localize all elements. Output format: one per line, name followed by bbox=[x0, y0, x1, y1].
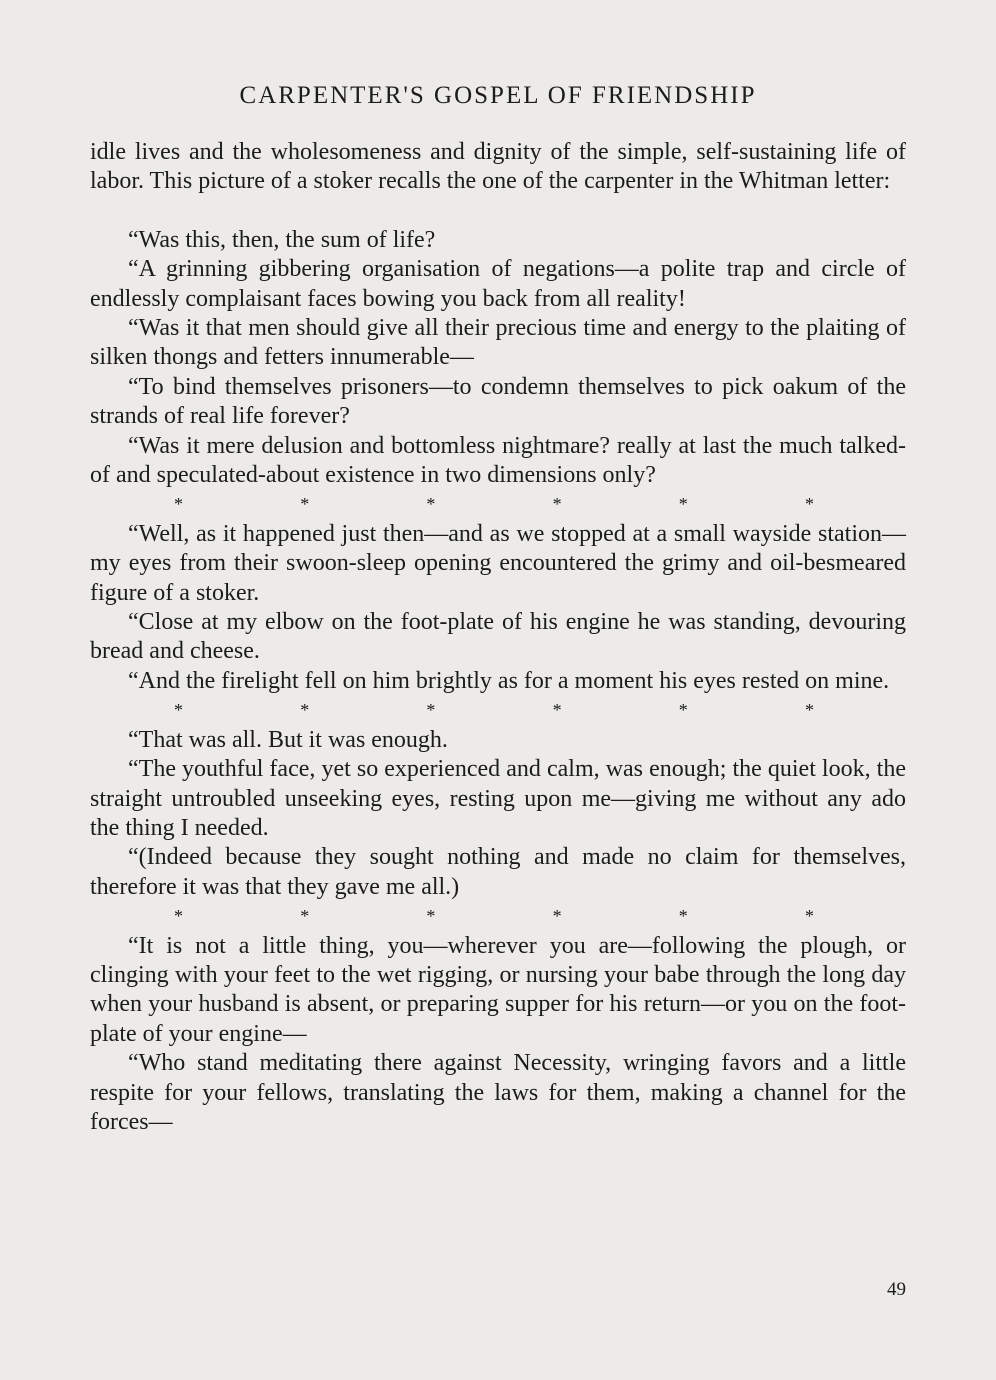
paragraph: “(Indeed because they sought nothing and made no claim for themselves, therefore it was that they gave me all.) bbox=[90, 844, 906, 900]
page-number: 49 bbox=[887, 1279, 906, 1300]
paragraph: “That was all. But it was enough. bbox=[128, 726, 448, 753]
section-break-stars bbox=[90, 902, 906, 931]
star-ornament: * bbox=[552, 906, 562, 927]
star-ornament: * bbox=[678, 906, 688, 927]
paragraph: “Close at my elbow on the foot-plate of his engine he was standing, devouring bread and cheese. bbox=[90, 609, 906, 665]
star-ornament: * bbox=[174, 700, 183, 721]
running-head: CARPENTER'S GOSPEL OF FRIENDSHIP bbox=[239, 82, 757, 109]
star-ornament: * bbox=[300, 906, 310, 927]
star-ornament: * bbox=[552, 494, 562, 515]
star-ornament: * bbox=[300, 494, 310, 515]
paragraph: “It is not a little thing, you—wherever you are—following the plough, or clinging with your feet to the wet rigging, or nursing your babe through the long day when your husband is absent, or preparing supper for his return—or you on the foot-plate of your engine— bbox=[90, 932, 906, 1047]
section-break-stars bbox=[90, 490, 906, 519]
paragraph: idle lives and the wholesomeness and dignity of the simple, self-sustaining life of labor. This picture of a stoker recalls the one of the carpenter in the Whitman letter: bbox=[90, 139, 906, 195]
paragraph: “To bind themselves prisoners—to condemn themselves to pick oakum of the strands of real life forever? bbox=[90, 373, 906, 430]
paragraph: “And the firelight fell on him brightly as for a moment his eyes rested on mine. bbox=[128, 667, 890, 694]
star-ornament: * bbox=[426, 494, 436, 515]
star-ornament: * bbox=[174, 906, 183, 927]
star-ornament: * bbox=[678, 700, 688, 721]
star-ornament: * bbox=[426, 906, 436, 927]
section-break-stars bbox=[90, 696, 906, 725]
star-ornament: * bbox=[804, 494, 814, 515]
paragraph: “Was it mere delusion and bottomless nightmare? really at last the much talked-of and speculated-about existence in two dimensions only? bbox=[90, 432, 906, 489]
paragraph: “Well, as it happened just then—and as we stopped at a small wayside station—my eyes from their swoon-sleep opening encountered the grimy and oil-besmeared figure of a stoker. bbox=[90, 520, 906, 606]
body-text bbox=[90, 138, 906, 1137]
star-ornament: * bbox=[426, 700, 436, 721]
paragraph: “Who stand meditating there against Necessity, wringing favors and a little respite for your fellows, translating the laws for them, making a channel for the forces— bbox=[90, 1050, 906, 1135]
star-ornament: * bbox=[174, 494, 183, 515]
book-page bbox=[90, 78, 906, 1137]
star-ornament: * bbox=[804, 906, 814, 927]
star-ornament: * bbox=[804, 700, 814, 721]
star-ornament: * bbox=[552, 700, 562, 721]
paragraph: “Was this, then, the sum of life? bbox=[128, 226, 436, 253]
star-ornament: * bbox=[678, 494, 688, 515]
star-ornament: * bbox=[300, 700, 310, 721]
paragraph: “Was it that men should give all their precious time and energy to the plaiting of silken thongs and fetters innumerable— bbox=[90, 315, 906, 371]
paragraph: “The youthful face, yet so experienced and calm, was enough; the quiet look, the straight untroubled unseeking eyes, resting upon me—giving me without any ado the thing I needed. bbox=[90, 756, 906, 841]
paragraph: “A grinning gibbering organisation of negations—a polite trap and circle of endlessly complaisant faces bowing you back from all reality! bbox=[90, 256, 906, 312]
